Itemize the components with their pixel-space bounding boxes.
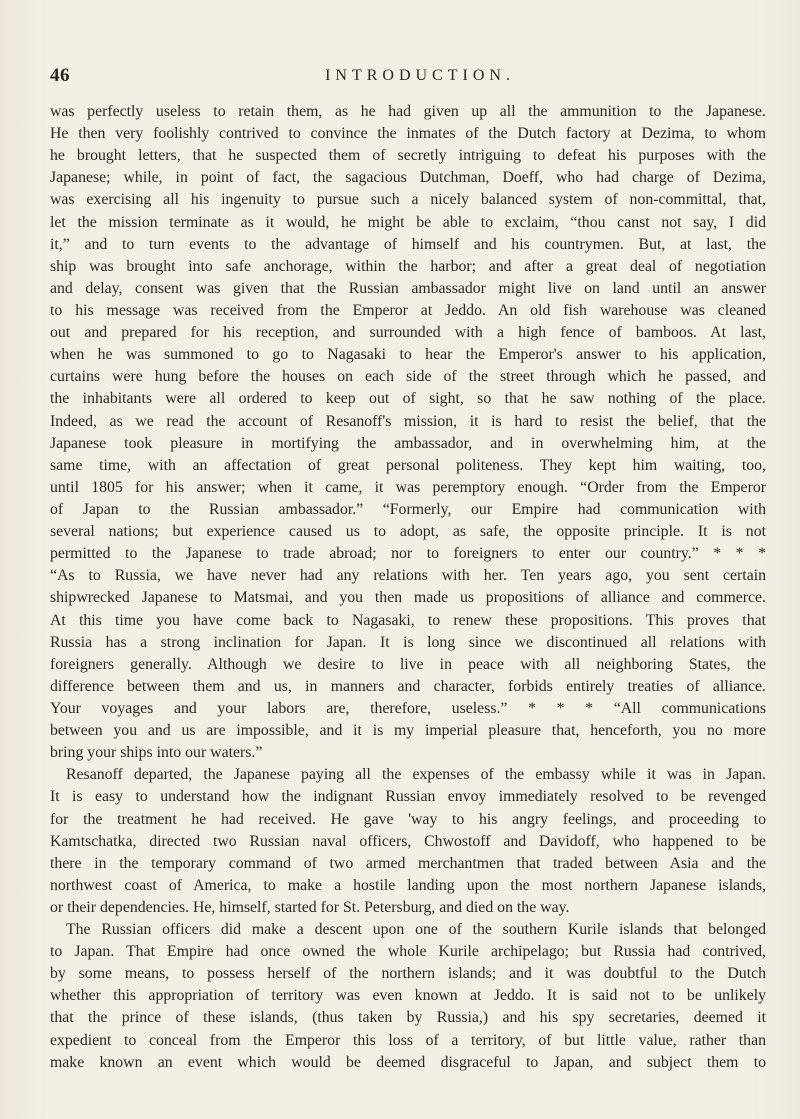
text-line: to his message was received from the Emperor at Jeddo. An old fish warehouse was cleaned: [50, 301, 766, 319]
text-line: of Japan to the Russian ambassador.” “Formerly, our Empire had communication with: [50, 500, 766, 518]
text-line: was perfectly useless to retain them, as he had given up all the ammunition to the Japanese.: [50, 103, 766, 120]
text-line: same time, with an affectation of great personal politeness. They kept him waiting, too,: [50, 456, 766, 474]
text-line: At this time you have come back to Nagasaki, to renew these propositions. This proves that: [50, 611, 766, 629]
text-line: “As to Russia, we have never had any relations with her. Ten years ago, you sent certain: [50, 567, 766, 585]
text-line: Japanese; while, in point of fact, the sagacious Dutchman, Doeff, who had charge of Dezima,: [50, 169, 766, 187]
text-line: Japanese took pleasure in mortifying the ambassador, and in overwhelming him, at the: [50, 434, 766, 452]
text-line: foreigners generally. Although we desire to live in peace with all neighboring States, the: [50, 655, 766, 673]
text-line: for the treatment he had received. He gave 'way to his angry feelings, and proceeding to: [50, 810, 766, 828]
text-line: until 1805 for his answer; when it came, it was peremptory enough. “Order from the Emperor: [50, 478, 766, 496]
text-line: Resanoff departed, the Japanese paying all the expenses of the embassy while it was in Japan.: [66, 766, 766, 784]
text-line: Your voyages and your labors are, therefore, useless.” * * * “All communications: [50, 699, 766, 717]
text-line: whether this appropriation of territory was even known at Jeddo. It is said not to be unlikely: [50, 987, 766, 1005]
running-head: INTRODUCTION.: [325, 67, 515, 84]
text-line: He then very foolishly contrived to convince the inmates of the Dutch factory at Dezima, to whom: [50, 125, 766, 143]
text-line: Indeed, as we read the account of Resanoff's mission, it is hard to resist the belief, that the: [50, 412, 766, 430]
text-line: was exercising all his ingenuity to pursue such a nicely balanced system of non-committal, that,: [50, 191, 766, 209]
text-line: or their dependencies. He, himself, started for St. Petersburg, and died on the way.: [50, 898, 570, 916]
page-number: 46: [50, 65, 70, 86]
text-line: by some means, to possess herself of the northern islands; and it was doubtful to the Dutch: [50, 965, 766, 983]
text-line: curtains were hung before the houses on each side of the street through which he passed, and: [50, 368, 766, 386]
text-line: and delay, consent was given that the Russian ambassador might live on land until an answer: [50, 279, 766, 297]
text-line: northwest coast of America, to make a hostile landing upon the most northern Japanese islands,: [50, 876, 766, 894]
text-line: there in the temporary command of two armed merchantmen that traded between Asia and the: [50, 854, 766, 872]
text-line: It is easy to understand how the indignant Russian envoy immediately resolved to be revenged: [50, 788, 766, 806]
text-line: The Russian officers did make a descent upon one of the southern Kurile islands that belonged: [66, 921, 766, 939]
text-line: difference between them and us, in manners and character, forbids entirely treaties of alliance.: [50, 677, 766, 695]
text-line: Kamtschatka, directed two Russian naval officers, Chwostoff and Davidoff, who happened to be: [50, 832, 766, 850]
text-line: make known an event which would be deemed disgraceful to Japan, and subject them to: [50, 1053, 766, 1071]
text-line: that the prince of these islands, (thus taken by Russia,) and his spy secretaries, deemed it: [50, 1009, 766, 1027]
text-line: let the mission terminate as it would, he might be able to exclaim, “thou canst not say, I did: [50, 213, 766, 231]
text-line: expedient to conceal from the Emperor this loss of a territory, of but little value, rather than: [50, 1031, 766, 1049]
text-line: out and prepared for his reception, and surrounded with a high fence of bamboos. At last,: [50, 324, 766, 342]
text-line: ship was brought into safe anchorage, within the harbor; and after a great deal of negotiation: [50, 257, 766, 275]
text-line: bring your ships into our waters.”: [50, 744, 263, 762]
text-line: shipwrecked Japanese to Matsmai, and you then made us propositions of alliance and commerce.: [50, 589, 766, 607]
text-line: when he was summoned to go to Nagasaki to hear the Emperor's answer to his application,: [50, 346, 766, 364]
text-line: to Japan. That Empire had once owned the whole Kurile archipelago; but Russia had contrived,: [50, 943, 766, 961]
text-line: several nations; but experience caused us to adopt, as safe, the opposite principle. It is not: [50, 523, 766, 541]
text-line: it,” and to turn events to the advantage of himself and his countrymen. But, at last, the: [50, 235, 766, 253]
text-line: he brought letters, that he suspected them of secretly intriguing to defeat his purposes with the: [50, 147, 766, 165]
text-line: between you and us are impossible, and it is my imperial pleasure that, henceforth, you no more: [50, 722, 766, 740]
text-line: the inhabitants were all ordered to keep out of sight, so that he saw nothing of the place.: [50, 390, 766, 408]
text-line: Russia has a strong inclination for Japan. It is long since we discontinued all relations with: [50, 633, 766, 651]
text-line: permitted to the Japanese to trade abroad; nor to foreigners to enter our country.” * * *: [50, 545, 766, 563]
body-text: [50, 101, 766, 1074]
